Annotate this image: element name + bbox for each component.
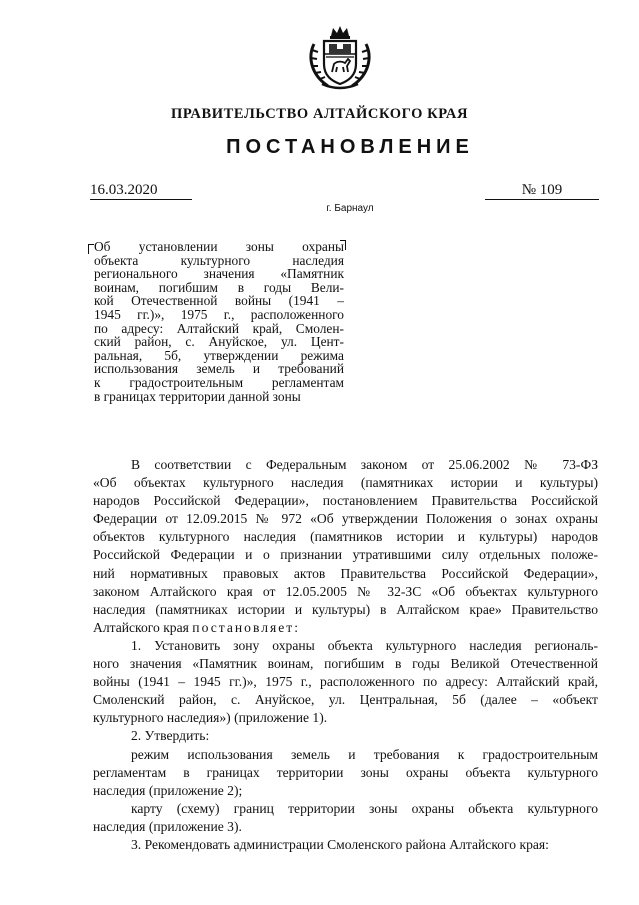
body-line: наследия (приложение 3). (93, 818, 242, 834)
subject-block (94, 240, 344, 403)
body-line: народов Российской Федерации», постановлением Правительства Российской (93, 493, 598, 509)
subject-line: ский район, с. Ануйское, ул. Цент- (94, 334, 344, 350)
body-line-text: Алтайского края (93, 619, 189, 635)
body-line: регламентам в границах территории зоны охраны объекта культурного (93, 764, 598, 780)
body-line: Российской Федерации и о признании утратившими силу отдельных положе- (93, 547, 598, 563)
body-line: В соответствии с Федеральным законом от 25.06.2002 № 73-ФЗ (131, 457, 598, 472)
body-line: объектов культурного наследия (памятников истории и культуры) народов (93, 529, 598, 545)
issue-city: г. Барнаул (326, 203, 374, 214)
body-line: наследия (памятниках истории и культуры) в Алтайском крае» Правительство (93, 601, 598, 617)
body-text (93, 456, 598, 854)
body-line: карту (схему) границ территории зоны охраны объекта культурного (131, 800, 598, 816)
body-line: ного значения «Памятник воинам, погибшим в годы Великой Отечественной (93, 656, 598, 672)
body-line: ний нормативных правовых актов Правительства Российской Федерации», (93, 565, 598, 581)
decree-word: постановляет: (192, 619, 300, 635)
body-line-decree (93, 619, 598, 637)
subject-line: использования земель и требований (94, 361, 344, 377)
subject-line: воинам, погибшим в годы Вели- (94, 279, 344, 295)
body-line: войны (1941 – 1945 гг.)», 1975 г., расположенного по адресу: Алтайский край, (93, 674, 598, 690)
subject-line: по адресу: Алтайский край, Смолен- (94, 320, 344, 336)
body-line: 2. Утвердить: (131, 728, 210, 744)
body-line: «Об объектах культурного наследия (памятниках истории и культуры) (93, 475, 598, 491)
altai-krai-coat-of-arms-icon (304, 22, 376, 94)
body-line: наследия (приложение 2); (93, 782, 243, 798)
document-number: № 109 (485, 182, 599, 200)
government-name: ПРАВИТЕЛЬСТВО АЛТАЙСКОГО КРАЯ (170, 106, 469, 122)
subject-line: регионального значения «Памятник (94, 266, 344, 282)
subject-line: 1945 гг.)», 1975 г., расположенного (94, 306, 344, 322)
subject-line: в границах территории данной зоны (94, 388, 301, 404)
document-date: 16.03.2020 (90, 182, 192, 200)
document-type-title: ПОСТАНОВЛЕНИЕ (226, 136, 474, 158)
body-line: 3. Рекомендовать администрации Смоленского района Алтайского края: (131, 836, 549, 852)
body-line: режим использования земель и требования к градостроительным (131, 746, 598, 762)
subject-line: ральная, 5б, утверждении режима (94, 347, 344, 363)
subject-line: Об установлении зоны охраны (94, 239, 344, 254)
body-line: культурного наследия») (приложение 1). (93, 710, 328, 726)
subject-line: к градостроительным регламентам (94, 374, 344, 390)
body-line: 1. Установить зону охраны объекта культурного наследия региональ- (131, 637, 598, 653)
body-line: Смоленский район, с. Ануйское, ул. Центральная, 5б (далее – «объект (93, 692, 598, 708)
subject-line: кой Отечественной войны (1941 – (94, 293, 344, 309)
body-line: законом Алтайского края от 12.05.2005 № 32-ЗС «Об объектах культурного (93, 583, 598, 599)
subject-line: объекта культурного наследия (94, 252, 344, 268)
body-line: Федерации от 12.09.2015 № 972 «Об утверждении Положения о зонах охраны (93, 511, 598, 527)
